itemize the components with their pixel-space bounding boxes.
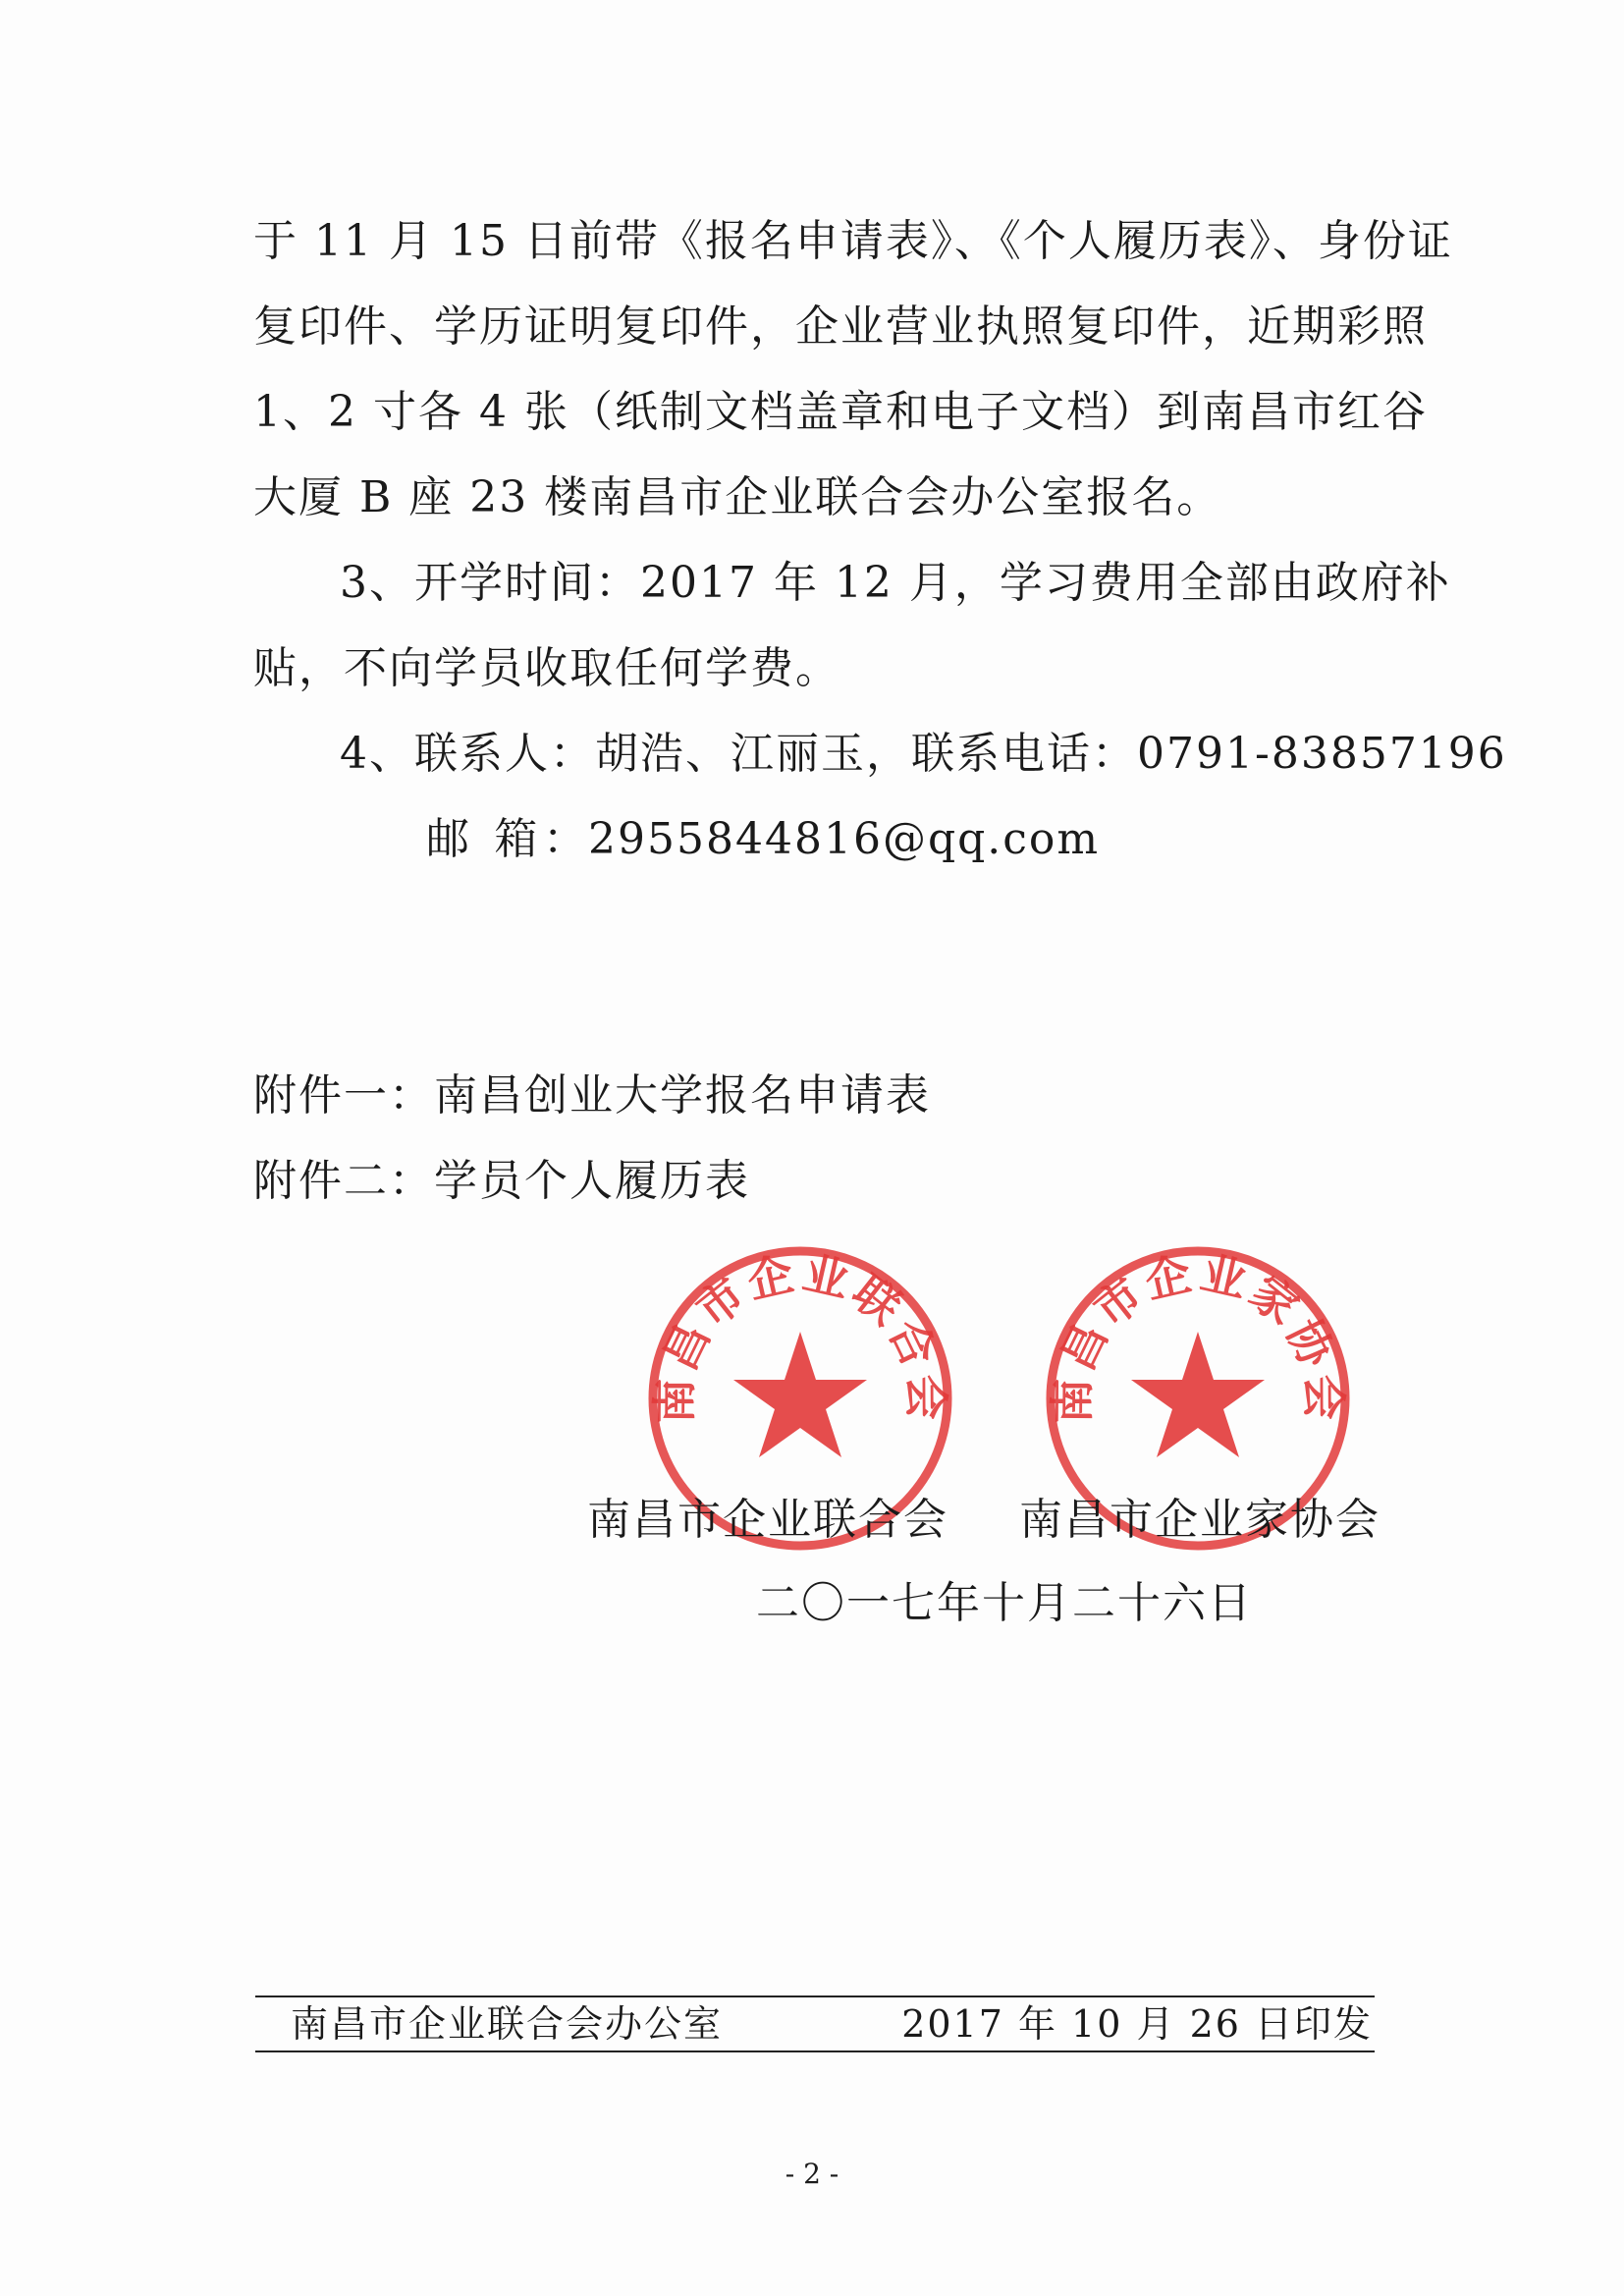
body-line-7: 4、联系人：胡浩、江丽玉，联系电话：0791-83857196 <box>340 729 1507 779</box>
attachment-1: 附件一：南昌创业大学报名申请表 <box>253 1070 931 1121</box>
email-value: 2955844816@qq.com <box>588 814 1101 864</box>
seal-1-text: 南昌市企业联合会 <box>647 1245 953 1424</box>
attachment-2: 附件二：学员个人履历表 <box>253 1156 750 1206</box>
email-label: 邮 箱： <box>426 814 588 864</box>
footer-issuer: 南昌市企业联合会办公室 <box>291 2002 724 2046</box>
footer-bottom-rule <box>255 2050 1375 2052</box>
body-line-3: 1、2 寸各 4 张（纸制文档盖章和电子文档）到南昌市红谷 <box>253 387 1428 437</box>
email-line <box>426 812 1100 867</box>
seal-2-text: 南昌市企业家协会 <box>1045 1245 1351 1424</box>
body-line-1: 于 11 月 15 日前带《报名申请表》、《个人履历表》、身份证 <box>253 216 1453 266</box>
page-number: - 2 - <box>785 2158 839 2190</box>
footer-issued-date: 2017 年 10 月 26 日印发 <box>901 2002 1373 2046</box>
footer-top-rule <box>255 1995 1375 1997</box>
body-line-4: 大厦 B 座 23 楼南昌市企业联合会办公室报名。 <box>253 472 1222 522</box>
body-line-6: 贴，不向学员收取任何学费。 <box>253 643 840 693</box>
signature-org-2: 南昌市企业家协会 <box>1019 1495 1380 1545</box>
signature-date: 二〇一七年十月二十六日 <box>756 1578 1253 1628</box>
body-line-5: 3、开学时间：2017 年 12 月，学习费用全部由政府补 <box>340 558 1451 608</box>
signature-org-1: 南昌市企业联合会 <box>587 1495 948 1545</box>
body-line-2: 复印件、学历证明复印件，企业营业执照复印件，近期彩照 <box>253 301 1428 352</box>
